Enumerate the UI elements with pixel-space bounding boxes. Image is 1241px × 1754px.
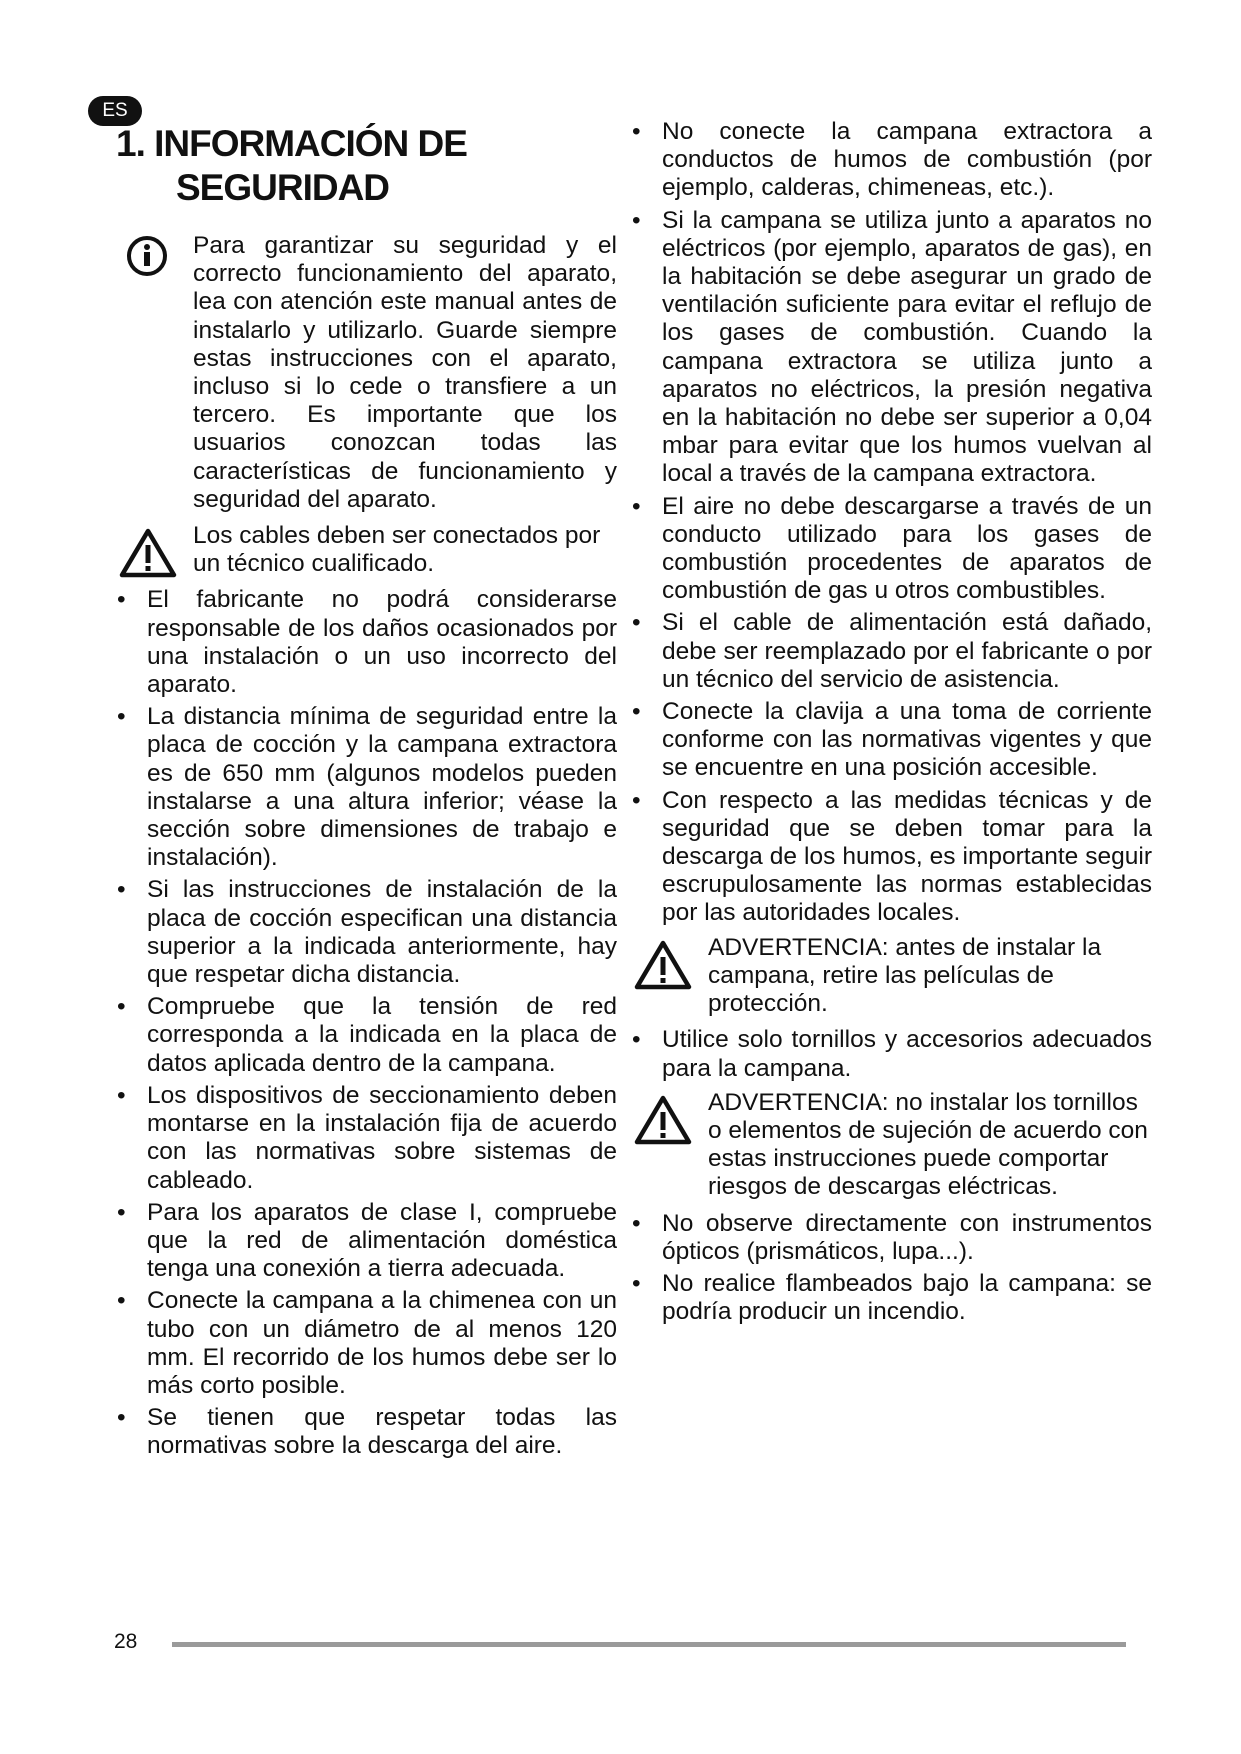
list-item: • El fabricante no podrá considerarse responsable de los daños ocasionados por una instalación o un uso incorrecto del aparato. [117,586,617,699]
list-item: • Si la campana se utiliza junto a aparatos no eléctricos (por ejemplo, aparatos de gas), en la habitación se debe asegurar un grado de ventilación suficiente para evitar el reflujo de los gases de combustión. Cuando la campana extractora se utiliza junto a aparatos no eléctricos, la presión negativa en la habitación no debe ser superior a 0,04 mbar para evitar que los humos vuelvan al local a través de la campana extractora. [632,207,1152,489]
warning-triangle-icon [634,940,692,997]
list-item: • No observe directamente con instrumentos ópticos (prismáticos, lupa...). [632,1210,1152,1266]
warning-screws [632,1089,1152,1202]
warning-cables [117,522,617,578]
left-bullet-list [117,586,617,1460]
left-column [117,232,617,1465]
list-item: • La distancia mínima de seguridad entre la placa de cocción y la campana extractora es de 650 mm (algunos modelos pueden instalarse a una altura inferior; véase la sección sobre dimensiones de trabajo e instalación). [117,703,617,872]
list-item: • Con respecto a las medidas técnicas y de seguridad que se deben tomar para la descarga de los humos, es importante seguir escrupulosamente las normas establecidas por las autoridades locales. [632,787,1152,928]
list-item: • No conecte la campana extractora a conductos de humos de combustión (por ejemplo, calderas, chimeneas, etc.). [632,118,1152,203]
list-item: • Conecte la clavija a una toma de corriente conforme con las normativas vigentes y que se encuentre en una posición accesible. [632,698,1152,783]
warning-screws-text: ADVERTENCIA: no instalar los tornillos o elementos de sujeción de acuerdo con estas instrucciones puede comportar riesgos de descargas eléctricas. [708,1088,1148,1201]
right-bullet-list-a [632,118,1152,928]
list-item: • Para los aparatos de clase I, compruebe que la red de alimentación doméstica tenga una conexión a tierra adecuada. [117,1199,617,1284]
right-bullet-list-c [632,1210,1152,1327]
footer-divider [172,1642,1126,1647]
warning-films-text: ADVERTENCIA: antes de instalar la campana, retire las películas de protección. [708,933,1102,1018]
list-item: • Si las instrucciones de instalación de la placa de cocción especifican una distancia superior a la indicada anteriormente, hay que respetar dicha distancia. [117,876,617,989]
language-badge: ES [88,96,142,126]
page-title [116,122,467,210]
warning-triangle-icon [634,1095,692,1152]
list-item: • Si el cable de alimentación está dañado, debe ser reemplazado por el fabricante o por un técnico del servicio de asistencia. [632,609,1152,694]
page-number: 28 [114,1630,138,1653]
list-item: • El aire no debe descargarse a través de un conducto utilizado para los gases de combustión procedentes de aparatos de combustión de gas u otros combustibles. [632,493,1152,606]
info-icon [125,234,169,285]
info-note-text: Para garantizar su seguridad y el correcto funcionamiento del aparato, lea con atención este manual antes de instalarlo y utilizarlo. Guarde siempre estas instrucciones con el aparato, incluso si lo cede o transfiere a un tercero. Es importante que los usuarios conozcan todas las características de funcionamiento y seguridad del aparato. [193,232,617,513]
title-line-2: SEGURIDAD [176,167,390,208]
warning-cables-text: Los cables deben ser conectados por un técnico cualificado. [193,522,601,578]
list-item: • Se tienen que respetar todas las normativas sobre la descarga del aire. [117,1404,617,1460]
list-item: • Compruebe que la tensión de red corresponda a la indicada en la placa de datos aplicada dentro de la campana. [117,993,617,1078]
title-line-1: 1. INFORMACIÓN DE [116,123,467,164]
list-item: • Utilice solo tornillos y accesorios adecuados para la campana. [632,1026,1152,1082]
right-column [632,118,1152,1330]
warning-triangle-icon [119,528,177,585]
list-item: • Conecte la campana a la chimenea con un tubo con un diámetro de al menos 120 mm. El recorrido de los humos debe ser lo más corto posible. [117,1287,617,1400]
warning-films [632,934,1152,1019]
list-item: • Los dispositivos de seccionamiento deben montarse en la instalación fija de acuerdo con las normativas sobre sistemas de cableado. [117,1082,617,1195]
right-bullet-list-b [632,1026,1152,1082]
info-note [117,232,617,514]
list-item: • No realice flambeados bajo la campana: se podría producir un incendio. [632,1270,1152,1326]
